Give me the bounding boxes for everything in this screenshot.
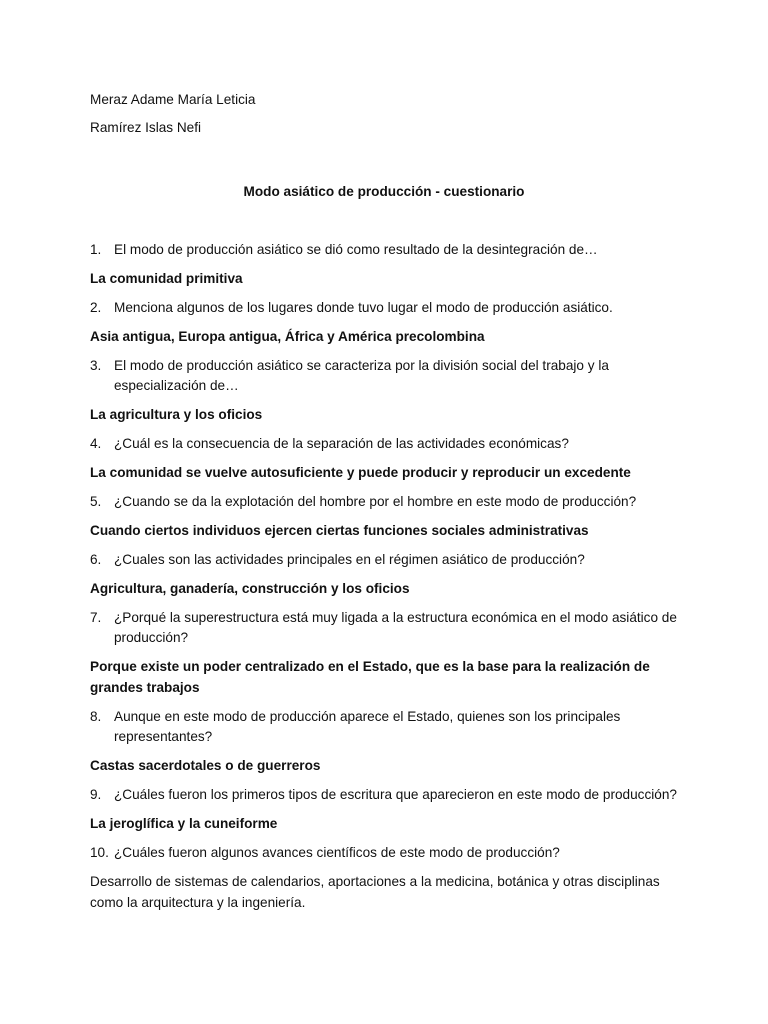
answer-text: Agricultura, ganadería, construcción y los oficios: [90, 581, 410, 596]
question-number: 1.: [90, 242, 102, 257]
question-item: [90, 608, 678, 648]
answer-text: La jeroglífica y la cuneiforme: [90, 816, 278, 831]
question-text: ¿Cuales son las actividades principales en el régimen asiático de producción?: [114, 552, 585, 567]
question-text: ¿Cuál es la consecuencia de la separación de las actividades económicas?: [114, 436, 569, 451]
answer-text: La agricultura y los oficios: [90, 407, 263, 422]
question-number: 7.: [90, 610, 102, 625]
question-text: Menciona algunos de los lugares donde tuvo lugar el modo de producción asiático.: [114, 300, 613, 315]
questionnaire: [90, 240, 678, 913]
question-number: 9.: [90, 787, 102, 802]
author-name: Meraz Adame María Leticia: [90, 92, 256, 107]
author-name: Ramírez Islas Nefi: [90, 120, 202, 135]
question-text: El modo de producción asiático se caracteriza por la división social del trabajo y la especialización de…: [114, 358, 609, 393]
answer-text: La comunidad primitiva: [90, 271, 243, 286]
question-item: [90, 434, 678, 454]
question-item: [90, 356, 678, 396]
question-item: [90, 240, 678, 260]
question-number: 10.: [90, 845, 109, 860]
question-item: [90, 785, 678, 805]
answer-text: Cuando ciertos individuos ejercen ciertas funciones sociales administrativas: [90, 523, 589, 538]
question-number: 4.: [90, 436, 102, 451]
question-item: [90, 298, 678, 318]
question-text: El modo de producción asiático se dió como resultado de la desintegración de…: [114, 242, 598, 257]
question-text: ¿Cuáles fueron los primeros tipos de escritura que aparecieron en este modo de producción?: [114, 787, 677, 802]
question-number: 6.: [90, 552, 102, 567]
question-number: 8.: [90, 709, 102, 724]
answer-text: Desarrollo de sistemas de calendarios, aportaciones a la medicina, botánica y otras disciplinas como la arquitectura y la ingeniería.: [90, 874, 660, 910]
question-text: Aunque en este modo de producción aparece el Estado, quienes son los principales representantes?: [114, 709, 621, 744]
answer-text: La comunidad se vuelve autosuficiente y puede producir y reproducir un excedente: [90, 465, 631, 480]
question-item: [90, 843, 678, 863]
question-number: 3.: [90, 358, 102, 373]
question-text: ¿Porqué la superestructura está muy ligada a la estructura económica en el modo asiático de producción?: [114, 610, 677, 645]
answer-text: Castas sacerdotales o de guerreros: [90, 758, 321, 773]
question-text: ¿Cuáles fueron algunos avances científicos de este modo de producción?: [114, 845, 560, 860]
answer-text: Asia antigua, Europa antigua, África y América precolombina: [90, 329, 485, 344]
question-item: [90, 550, 678, 570]
question-number: 5.: [90, 494, 102, 509]
answer-text: Porque existe un poder centralizado en el Estado, que es la base para la realización de grandes trabajos: [90, 659, 650, 695]
question-item: [90, 492, 678, 512]
question-item: [90, 707, 678, 747]
question-number: 2.: [90, 300, 102, 315]
document-title: Modo asiático de producción - cuestionario: [243, 184, 525, 199]
question-text: ¿Cuando se da la explotación del hombre por el hombre en este modo de producción?: [114, 494, 637, 509]
